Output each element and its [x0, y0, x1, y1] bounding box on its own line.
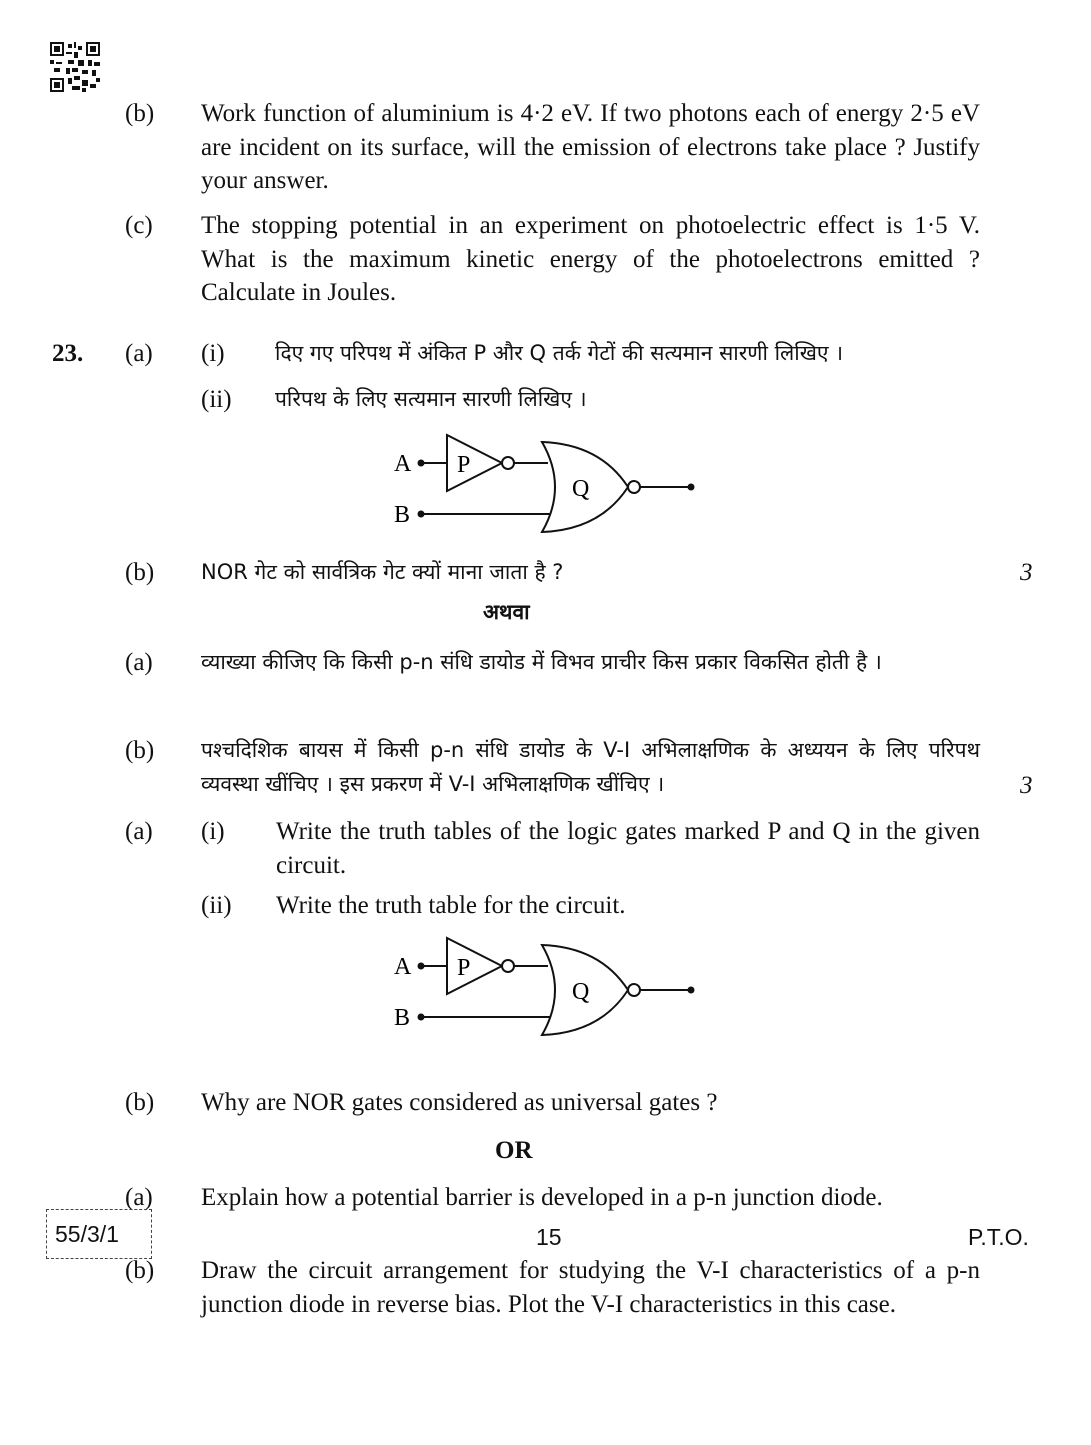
q23-hi-alt-a-label: (a) — [125, 649, 153, 676]
q23-en-b-label: (b) — [125, 1089, 155, 1116]
gate-p-label: P — [457, 452, 471, 478]
q23-en-ii-text: Write the truth table for the circuit. — [276, 892, 626, 919]
q23-en-i-label: (i) — [201, 818, 225, 845]
q23-en-b-text: Why are NOR gates considered as universal gates ? — [201, 1089, 718, 1116]
q23-hi-alt-a-text: व्याख्या कीजिए कि किसी p-n संधि डायोड में विभव प्राचीर किस प्रकार विकसित होती है । — [201, 650, 882, 674]
q23-hi-i-text: दिए गए परिपथ में अंकित P और Q तर्क गेटों की सत्यमान सारणी लिखिए । — [275, 341, 844, 365]
page-number: 15 — [536, 1224, 562, 1250]
q23-en-a-label: (a) — [125, 818, 153, 845]
gate-q-bubble — [628, 481, 640, 493]
q23-en-alt-a-label: (a) — [125, 1184, 153, 1211]
gate-p-label: P — [457, 955, 471, 981]
gate-p-not — [447, 938, 502, 994]
gate-q-label: Q — [572, 979, 590, 1005]
input-a-label: A — [394, 954, 412, 980]
paper-code-box — [46, 1209, 152, 1259]
output-terminal — [688, 987, 695, 994]
q23-hi-a-label: (a) — [125, 340, 153, 367]
or-divider: OR — [495, 1137, 533, 1164]
q23-hi-alt-b-label: (b) — [125, 737, 155, 764]
q23-hi-alt-b-text: पश्चदिशिक बायस में किसी p-n संधि डायोड के V-I अभिलाक्षणिक के अध्ययन के लिए परिपथ व्यवस्था खींचिए । इस प्रकरण में V-I अभिलाक्षणिक खींचिए । — [201, 738, 980, 796]
marks-label: 3 — [1020, 772, 1033, 799]
q23-en-alt-a-text: Explain how a potential barrier is developed in a p-n junction diode. — [201, 1184, 883, 1211]
q22-b-label: (b) — [125, 100, 155, 127]
qr-code-icon — [50, 42, 100, 92]
gate-q-bubble — [628, 984, 640, 996]
q23-en-ii-label: (ii) — [201, 892, 232, 919]
or-divider-hindi: अथवा — [483, 600, 530, 624]
question-number: 23. — [52, 340, 84, 367]
logic-circuit-diagram — [390, 430, 710, 540]
marks-label: 3 — [1020, 559, 1033, 586]
q23-hi-b-text: NOR गेट को सार्वत्रिक गेट क्यों माना जाता है ? — [201, 560, 564, 584]
q23-en-alt-b-text: Draw the circuit arrangement for studying the V-I characteristics of a p-n junction diode in reverse bias. Plot the V-I characteristics in this case. — [201, 1257, 980, 1318]
q22-b-text: Work function of aluminium is 4·2 eV. If two photons each of energy 2·5 eV are incident on its surface, will the emission of electrons take place ? Justify your answer. — [201, 100, 980, 194]
logic-circuit-diagram — [390, 933, 710, 1043]
paper-code: 55/3/1 — [55, 1221, 119, 1247]
pto-label: P.T.O. — [968, 1224, 1029, 1250]
q22-c-text: The stopping potential in an experiment on photoelectric effect is 1·5 V. What is the maximum kinetic energy of the photoelectrons emitted ? Calculate in Joules. — [201, 212, 980, 306]
q23-hi-ii-label: (ii) — [201, 386, 232, 413]
q23-en-alt-b-label: (b) — [125, 1257, 155, 1284]
gate-q-label: Q — [572, 476, 590, 502]
q23-hi-i-label: (i) — [201, 340, 225, 367]
input-a-label: A — [394, 451, 412, 477]
q23-hi-ii-text: परिपथ के लिए सत्यमान सारणी लिखिए । — [275, 387, 587, 411]
q23-hi-b-label: (b) — [125, 559, 155, 586]
gate-p-bubble — [502, 457, 514, 469]
input-b-label: B — [394, 1005, 411, 1031]
gate-p-not — [447, 435, 502, 491]
q22-c-label: (c) — [125, 212, 153, 239]
gate-p-bubble — [502, 960, 514, 972]
q23-en-i-text: Write the truth tables of the logic gates marked P and Q in the given circuit. — [276, 818, 980, 879]
output-terminal — [688, 484, 695, 491]
input-b-label: B — [394, 502, 411, 528]
